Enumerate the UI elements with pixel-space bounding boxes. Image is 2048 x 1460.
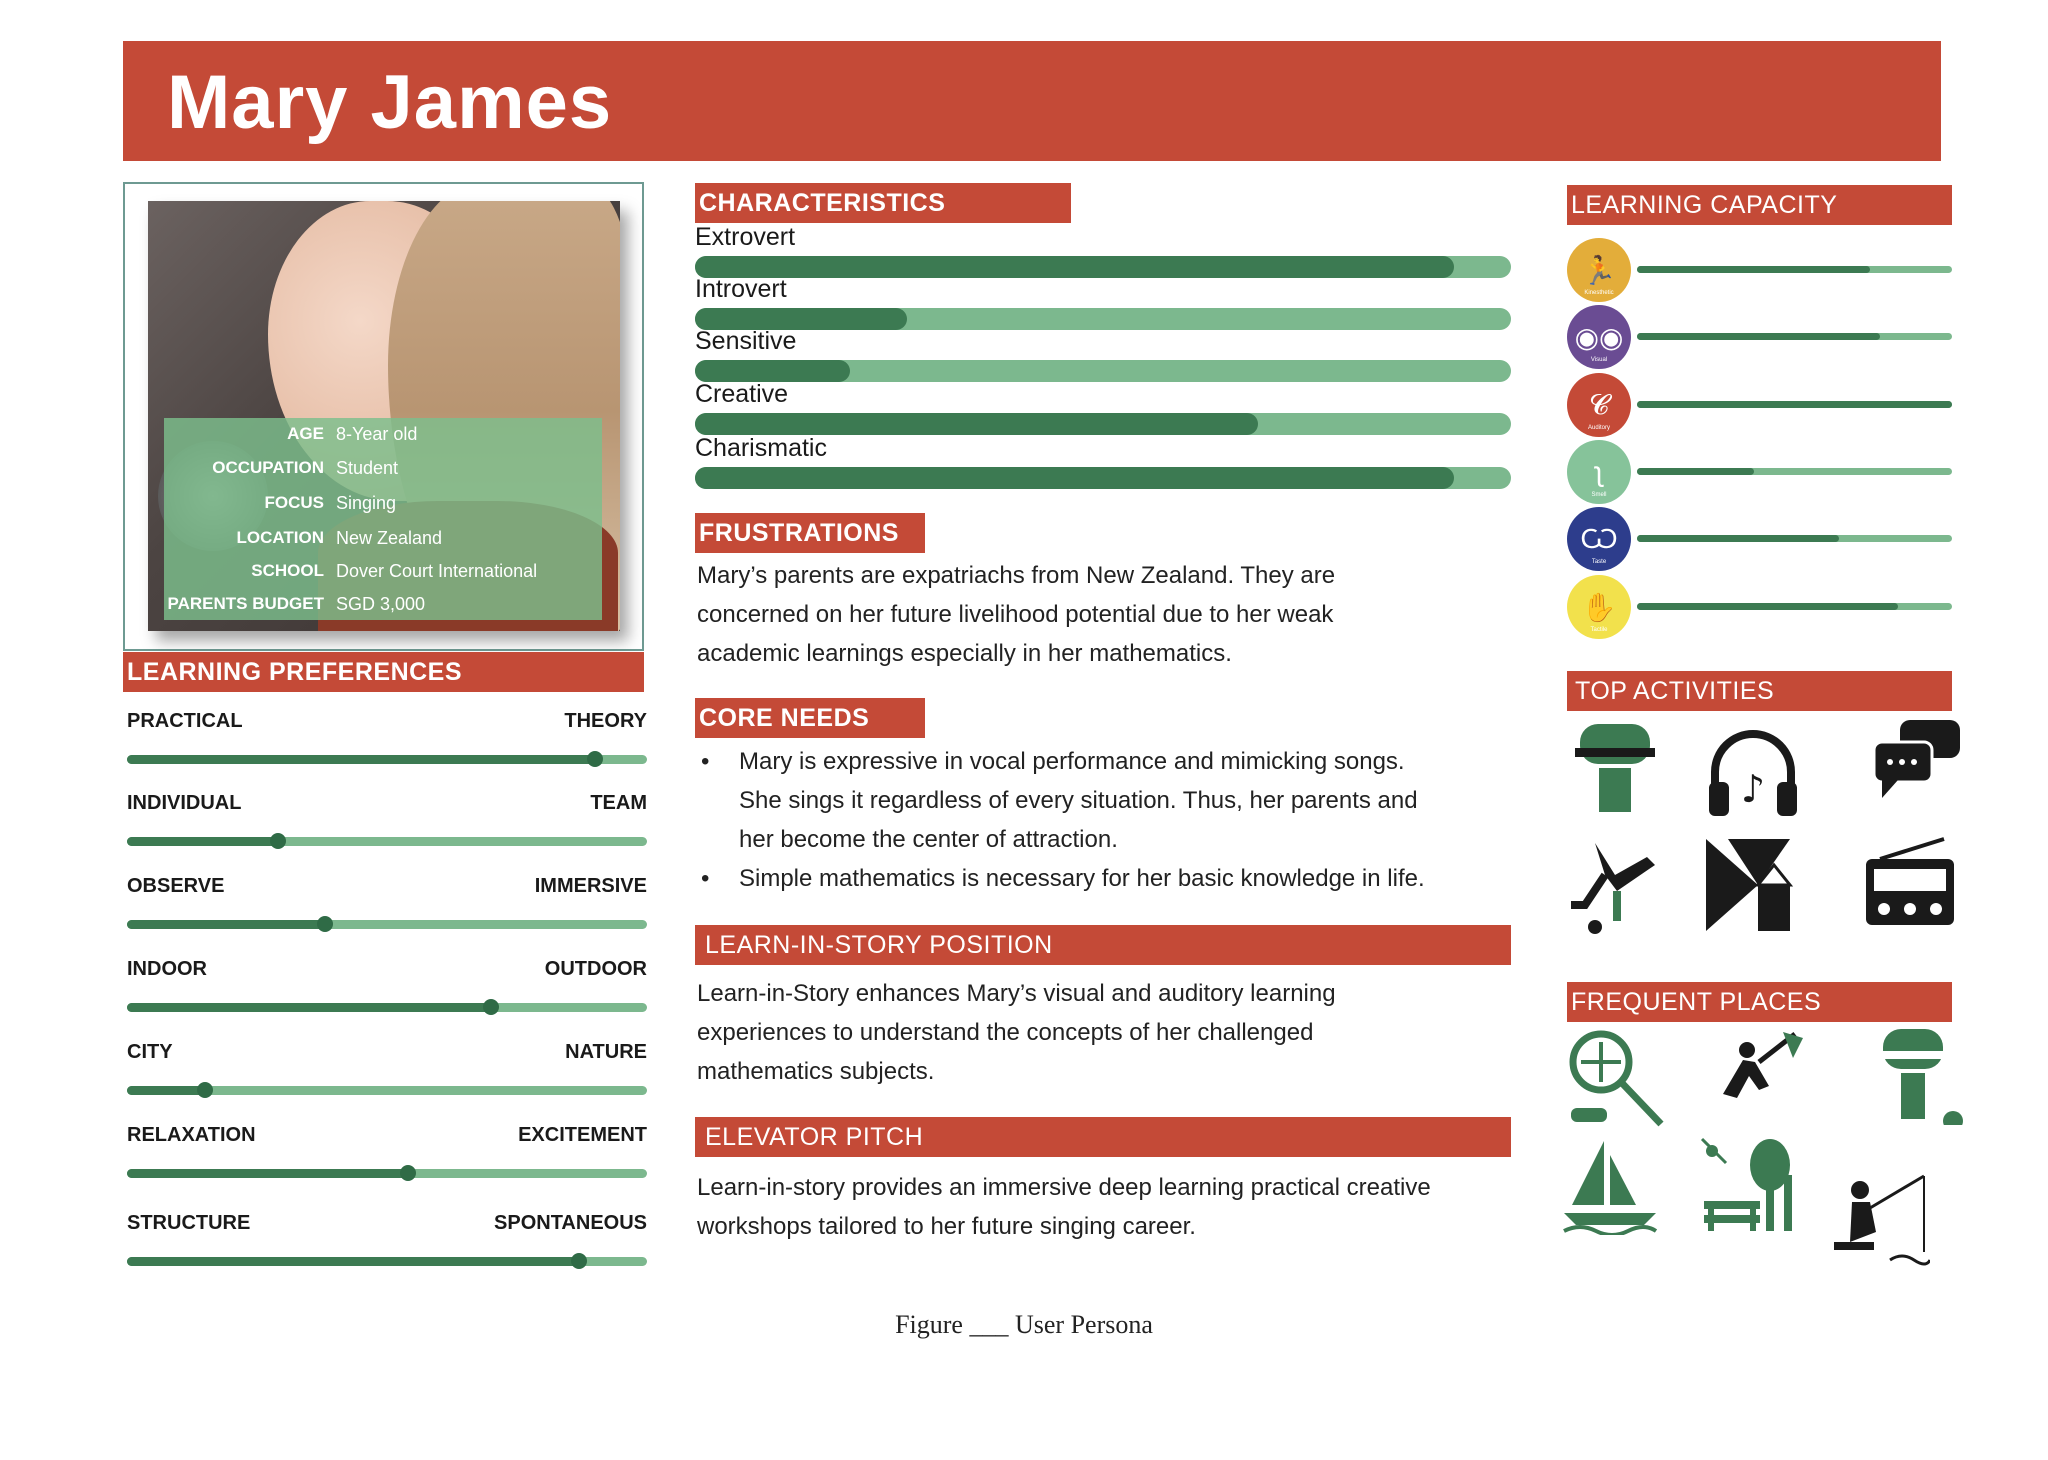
- pref-left-label: INDIVIDUAL: [127, 792, 242, 814]
- capacity-label: Visual: [1590, 357, 1608, 363]
- char-fill: [695, 413, 1258, 435]
- pref-fill: [127, 1257, 579, 1266]
- capacity-label: Taste: [1591, 559, 1607, 565]
- capacity-label: Tactile: [1590, 627, 1608, 633]
- pref-right-label: IMMERSIVE: [534, 875, 647, 897]
- capacity-row: [1567, 507, 1952, 571]
- eyes-icon: ◉◉ Visual: [1567, 305, 1631, 369]
- persona-name: Mary James: [167, 60, 613, 145]
- capacity-fill: [1637, 333, 1880, 340]
- pref-slider: [127, 875, 647, 945]
- pref-fill: [127, 755, 595, 764]
- pref-right-label: OUTDOOR: [544, 958, 647, 980]
- pref-knob: [571, 1253, 587, 1269]
- profile-row-focus: [164, 493, 602, 527]
- pref-left-label: RELAXATION: [127, 1124, 256, 1146]
- capacity-label: Auditory: [1587, 425, 1610, 431]
- capacity-label: Smell: [1591, 492, 1607, 498]
- capacity-row: [1567, 238, 1952, 302]
- profile-value: Student: [336, 458, 399, 478]
- capacity-row: [1567, 305, 1952, 369]
- profile-value: 8-Year old: [336, 424, 418, 444]
- capacity-fill: [1637, 603, 1898, 610]
- profile-key: AGE: [287, 424, 324, 443]
- char-track: [695, 413, 1511, 435]
- running-person-icon: 🏃 Kinesthetic: [1567, 238, 1631, 302]
- profile-key: OCCUPATION: [212, 458, 324, 477]
- profile-value: SGD 3,000: [336, 594, 426, 614]
- char-bar: [695, 223, 1511, 281]
- pref-knob: [400, 1165, 416, 1181]
- char-bar: [695, 434, 1511, 492]
- text-line: Learn-in-Story enhances Mary’s visual and auditory learning: [697, 980, 1336, 1007]
- text-line: concerned on her future livelihood potential due to her weak: [697, 601, 1334, 628]
- pref-slider: [127, 792, 647, 862]
- profile-key: LOCATION: [236, 528, 324, 547]
- pref-fill: [127, 1086, 205, 1095]
- pref-slider: [127, 1124, 647, 1194]
- char-track: [695, 256, 1511, 278]
- badminton-icon: [1565, 1028, 1665, 1128]
- dancer-icon: [1565, 835, 1665, 935]
- profile-row-budget: [164, 594, 602, 628]
- text-line: Mary’s parents are expatriachs from New Zealand. They are: [697, 562, 1336, 589]
- headphones-icon: [1703, 720, 1803, 820]
- capacity-fill: [1637, 401, 1952, 408]
- pref-knob: [270, 833, 286, 849]
- frustrations-text: [697, 556, 1517, 673]
- pref-track: [127, 1086, 647, 1095]
- text-line: • Simple mathematics is necessary for her basic knowledge in life.: [739, 865, 1425, 892]
- pref-slider: [127, 710, 647, 780]
- profile-key: SCHOOL: [251, 561, 324, 580]
- kite-flyer-icon: [1703, 1028, 1803, 1128]
- capacity-fill: [1637, 535, 1839, 542]
- ear-icon: 𝓒 Auditory: [1567, 373, 1631, 437]
- char-bar: [695, 327, 1511, 385]
- pref-left-label: STRUCTURE: [127, 1212, 251, 1234]
- pref-track: [127, 920, 647, 929]
- char-fill: [695, 467, 1454, 489]
- pref-left-label: PRACTICAL: [127, 710, 243, 732]
- pref-right-label: TEAM: [590, 792, 647, 814]
- core-needs-header: CORE NEEDS: [695, 698, 925, 738]
- frequent-places-header: FREQUENT PLACES: [1567, 982, 1952, 1022]
- hand-icon: ✋ Tactile: [1567, 575, 1631, 639]
- profile-row-school: [164, 561, 602, 595]
- capacity-track: [1637, 266, 1952, 273]
- text-line: • Mary is expressive in vocal performance and mimicking songs.: [739, 748, 1405, 775]
- core-needs-text: [697, 742, 1527, 898]
- text-line: She sings it regardless of every situation. Thus, her parents and: [739, 787, 1418, 814]
- tongue-icon: Ѡ Taste: [1567, 507, 1631, 571]
- capacity-track: [1637, 333, 1952, 340]
- pref-knob: [317, 916, 333, 932]
- pref-track: [127, 837, 647, 846]
- pref-fill: [127, 920, 325, 929]
- position-header: LEARN-IN-STORY POSITION: [695, 925, 1511, 965]
- pref-track: [127, 1003, 647, 1012]
- capacity-fill: [1637, 266, 1870, 273]
- pref-right-label: NATURE: [565, 1041, 647, 1063]
- characteristics-header: CHARACTERISTICS: [695, 183, 1071, 223]
- learning-capacity-header: LEARNING CAPACITY: [1567, 185, 1952, 225]
- profile-key: PARENTS BUDGET: [167, 594, 324, 613]
- char-label: Extrovert: [695, 223, 796, 251]
- figure-caption: Figure ___ User Persona: [895, 1310, 1153, 1339]
- capacity-row: [1567, 373, 1952, 437]
- capacity-track: [1637, 603, 1952, 610]
- pref-right-label: EXCITEMENT: [518, 1124, 647, 1146]
- pref-track: [127, 755, 647, 764]
- list-item: [697, 742, 1527, 859]
- profile-row-occupation: [164, 458, 602, 492]
- char-track: [695, 360, 1511, 382]
- text-line: her become the center of attraction.: [739, 826, 1118, 853]
- pref-fill: [127, 1169, 408, 1178]
- learning-preferences-header: LEARNING PREFERENCES: [123, 652, 644, 692]
- radio-icon: [1860, 835, 1960, 935]
- frustrations-header: FRUSTRATIONS: [695, 513, 925, 553]
- capacity-track: [1637, 535, 1952, 542]
- pref-fill: [127, 837, 278, 846]
- position-text: [697, 974, 1517, 1091]
- pref-knob: [483, 999, 499, 1015]
- title-banner: [123, 41, 1941, 161]
- capacity-track: [1637, 401, 1952, 408]
- list-item: [697, 859, 1527, 898]
- char-fill: [695, 360, 850, 382]
- text-line: workshops tailored to her future singing career.: [697, 1213, 1196, 1240]
- sailboat-icon: [1560, 1135, 1660, 1235]
- pref-track: [127, 1257, 647, 1266]
- char-track: [695, 308, 1511, 330]
- profile-key: FOCUS: [264, 493, 324, 512]
- pref-left-label: CITY: [127, 1041, 173, 1063]
- profile-row-location: [164, 528, 602, 562]
- char-bar: [695, 275, 1511, 333]
- capacity-row: [1567, 575, 1952, 639]
- core-needs-list: [697, 742, 1527, 898]
- pref-slider: [127, 958, 647, 1028]
- pref-slider: [127, 1212, 647, 1282]
- microphone-stand-icon: [1865, 1025, 1965, 1125]
- char-label: Introvert: [695, 275, 787, 303]
- capacity-label: Kinesthetic: [1584, 290, 1614, 296]
- profile-value: Dover Court International: [336, 561, 538, 581]
- pref-left-label: INDOOR: [127, 958, 207, 980]
- char-track: [695, 467, 1511, 489]
- pitch-header: ELEVATOR PITCH: [695, 1117, 1511, 1157]
- capacity-fill: [1637, 468, 1754, 475]
- text-line: Learn-in-story provides an immersive deep learning practical creative: [697, 1174, 1431, 1201]
- capacity-track: [1637, 468, 1952, 475]
- profile-row-age: [164, 424, 602, 458]
- pref-left-label: OBSERVE: [127, 875, 225, 897]
- text-line: experiences to understand the concepts of her challenged: [697, 1019, 1314, 1046]
- pref-knob: [587, 751, 603, 767]
- pref-right-label: THEORY: [564, 710, 647, 732]
- char-bar: [695, 380, 1511, 438]
- microphone-icon: [1565, 720, 1665, 820]
- park-bench-icon: [1698, 1135, 1798, 1235]
- profile-value: Singing: [336, 493, 397, 513]
- pref-track: [127, 1169, 647, 1178]
- pref-right-label: SPONTANEOUS: [494, 1212, 647, 1234]
- pref-fill: [127, 1003, 491, 1012]
- pitch-text: [697, 1168, 1517, 1246]
- text-line: mathematics subjects.: [697, 1058, 935, 1085]
- chat-bubbles-icon: [1868, 712, 1968, 812]
- nose-icon: ʅ Smell: [1567, 440, 1631, 504]
- profile-value: New Zealand: [336, 528, 443, 548]
- char-label: Sensitive: [695, 327, 797, 355]
- pref-slider: [127, 1041, 647, 1111]
- pref-knob: [197, 1082, 213, 1098]
- profile-info-box: [164, 418, 602, 620]
- capacity-row: [1567, 440, 1952, 504]
- text-line: academic learnings especially in her mathematics.: [697, 640, 1232, 667]
- fishing-icon: [1830, 1172, 1930, 1272]
- char-label: Creative: [695, 380, 789, 408]
- svg-text:♪: ♪: [1740, 767, 1766, 811]
- tangram-icon: [1698, 835, 1798, 935]
- top-activities-header: TOP ACTIVITIES: [1567, 671, 1952, 711]
- char-label: Charismatic: [695, 434, 827, 462]
- char-fill: [695, 256, 1454, 278]
